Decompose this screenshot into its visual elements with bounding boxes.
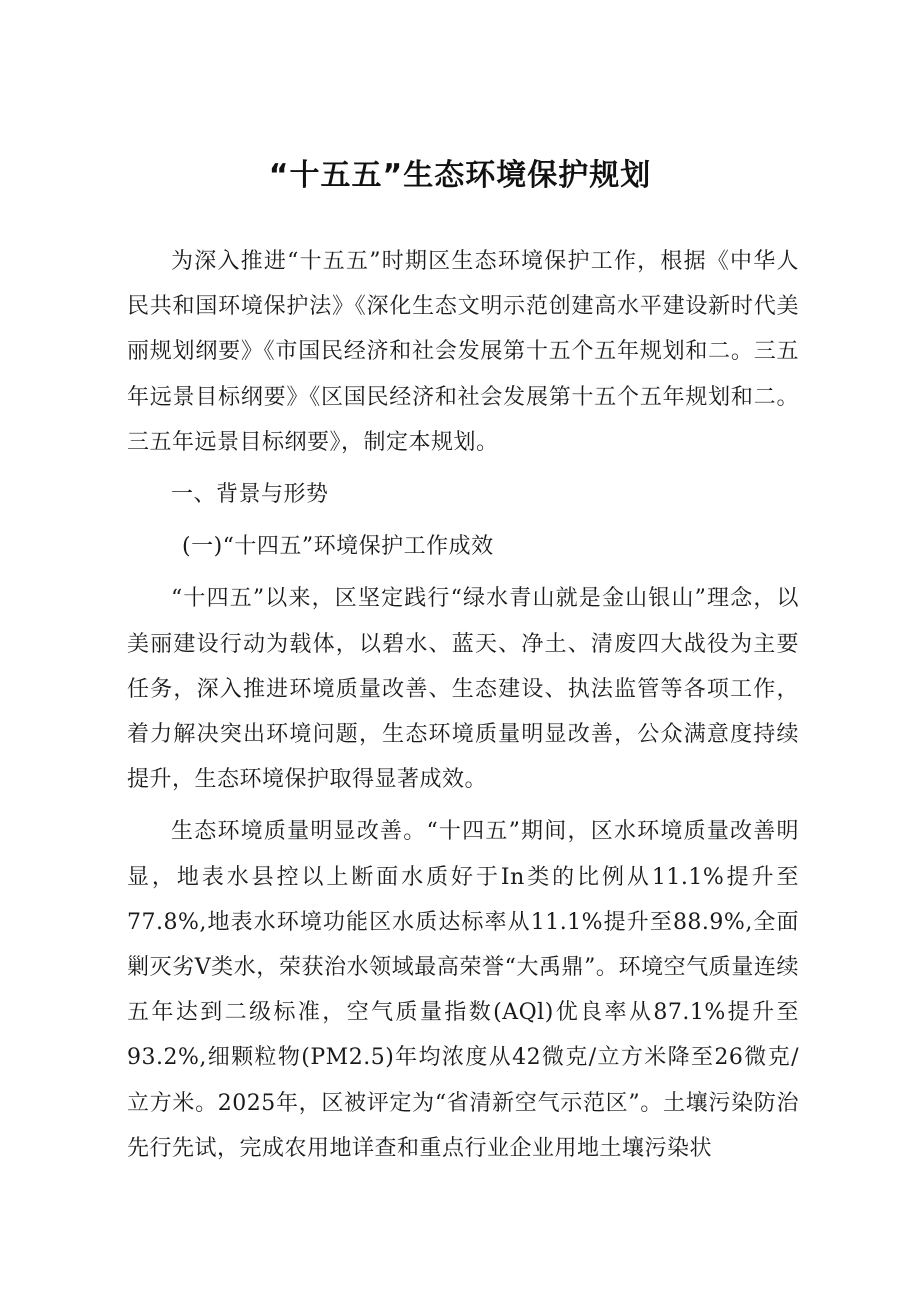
document-title: “十五五”生态环境保护规划 — [268, 158, 652, 194]
achievements-paragraph: “十四五”以来，区坚定践行“绿水青山就是金山银山”理念，以美丽建设行动为载体，以碧水、蓝天、净土、清废四大战役为主要任务，深入推进环境质量改善、生态建设、执法监管等各项工作，着力解决突出环境问题，生态环境质量明显改善，公众满意度持续提升，生态环境保护取得显著成效。 — [127, 586, 799, 793]
section-heading: 一、背景与形势 — [171, 482, 329, 508]
intro-paragraph: 为深入推进“十五五”时期区生态环境保护工作，根据《中华人民共和国环境保护法》《深化生态文明示范创建高水平建设新时代美丽规划纲要》《市国民经济和社会发展第十五个五年规划和二。三五年远景目标纲要》《区国民经济和社会发展第十五个五年规划和二。三五年远景目标纲要》，制定本规划。 — [127, 249, 799, 455]
environment-quality-paragraph: 生态环境质量明显改善。“十四五”期间，区水环境质量改善明显，地表水县控以上断面水质好于In类的比例从11.1%提升至77.8%,地表水环境功能区水质达标率从11.1%提升至88.9%,全面剿灭劣V类水，荣获治水领域最高荣誉“大禹鼎”。环境空气质量连续五年达到二级标准，空气质量指数(AQl)优良率从87.1%提升至93.2%,细颗粒物(PM2.5)年均浓度从42微克/立方米降至26微克/立方米。2025年，区被评定为“省清新空气示范区”。土壤污染防治先行先试，完成农用地详查和重点行业企业用地土壤污染状 — [127, 819, 799, 1161]
document-body — [127, 239, 799, 1178]
subsection-heading: (一)“十四五”环境保护工作成效 — [182, 534, 494, 560]
